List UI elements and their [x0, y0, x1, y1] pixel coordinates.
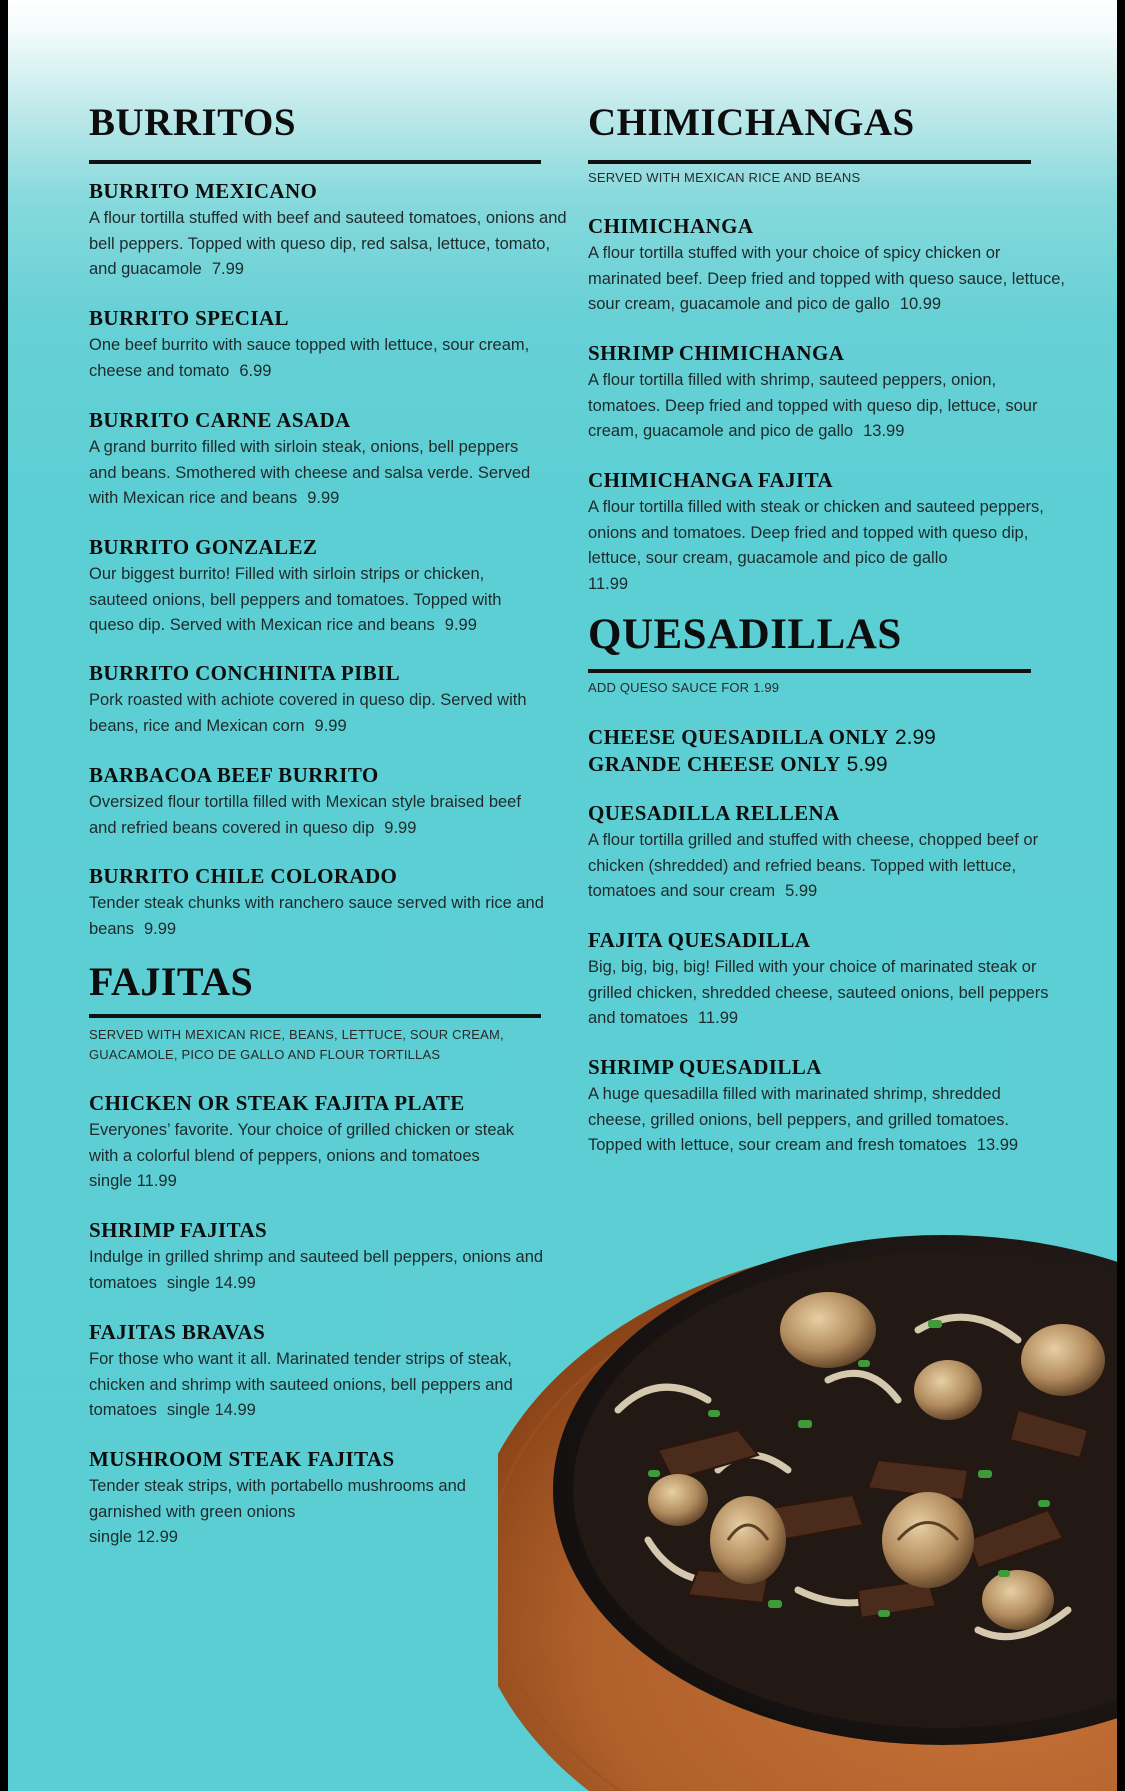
cheese-only-items	[588, 724, 1068, 778]
item-price: 9.99	[444, 616, 477, 634]
fajitas-note: SERVED WITH MEXICAN RICE, BEANS, LETTUCE, SOUR CREAM, GUACAMOLE, PICO DE GALLO AND FLOUR TORTILLAS	[89, 1027, 504, 1062]
fajitas-title: FAJITAS	[89, 959, 254, 1004]
fajitas-rule	[89, 1014, 541, 1018]
item-price: 7.99	[211, 260, 244, 278]
item-description: A flour tortilla stuffed with beef and sauteed tomatoes, onions and bell peppers. Topped with queso dip, red salsa, lettuce, tomato, and guacamole 7.99	[89, 209, 567, 278]
item-price: single 11.99	[89, 1172, 177, 1190]
menu-item	[89, 1446, 509, 1551]
menu-item	[588, 213, 1068, 318]
item-price: 11.99	[697, 1009, 739, 1027]
item-name: CHEESE QUESADILLA ONLY 2.99	[588, 725, 936, 749]
item-price: single 14.99	[166, 1401, 256, 1419]
item-name: SHRIMP CHIMICHANGA	[588, 341, 845, 365]
item-price: 9.99	[143, 919, 177, 938]
menu-item	[89, 178, 574, 283]
menu-item	[588, 467, 1058, 597]
quesadillas-note: ADD QUESO SAUCE FOR 1.99	[588, 680, 780, 695]
menu-item	[89, 863, 544, 942]
item-price: 9.99	[307, 489, 340, 507]
item-name: CHIMICHANGA	[588, 214, 754, 238]
item-price: 5.99	[785, 882, 818, 900]
item-name: BURRITO CONCHINITA PIBIL	[89, 661, 401, 685]
item-description: A flour tortilla grilled and stuffed with cheese, chopped beef or chicken (shredded) and refried beans. Topped with lettuce, tomatoes and sour cream 5.99	[588, 831, 1039, 900]
item-description: Pork roasted with achiote covered in queso dip. Served with beans, rice and Mexican corn 9.99	[89, 691, 527, 735]
item-description: A grand burrito filled with sirloin steak, onions, bell peppers and beans. Smothered with cheese and salsa verde. Served with Mexican rice and beans 9.99	[89, 438, 531, 507]
item-description: A huge quesadilla filled with marinated shrimp, shredded cheese, grilled onions, bell peppers, and grilled tomatoes. Topped with lettuce, sour cream and fresh tomatoes 13.99	[588, 1085, 1019, 1154]
item-price: 9.99	[384, 818, 417, 837]
quesadillas-rule	[588, 669, 1031, 673]
item-price: 11.99	[588, 574, 629, 593]
menu-item	[89, 1090, 544, 1195]
item-name: BURRITO SPECIAL	[89, 306, 289, 330]
item-name: BURRITO CARNE ASADA	[89, 408, 351, 432]
item-description: A flour tortilla stuffed with your choice of spicy chicken or marinated beef. Deep fried and topped with queso sauce, lettuce, sour cream, guacamole and pico de gallo 10.99	[588, 244, 1065, 313]
item-description: Indulge in grilled shrimp and sauteed bell peppers, onions and tomatoes single 14.99	[89, 1248, 544, 1292]
menu-page	[8, 0, 1117, 1791]
item-price: 10.99	[899, 295, 942, 313]
chimichangas-rule	[588, 160, 1031, 164]
item-name: SHRIMP QUESADILLA	[588, 1055, 822, 1079]
item-name: MUSHROOM STEAK FAJITAS	[89, 1447, 395, 1471]
item-name: CHIMICHANGA FAJITA	[588, 468, 834, 492]
menu-item	[89, 762, 549, 841]
item-description: For those who want it all. Marinated tender strips of steak, chicken and shrimp with sauteed onions, bell peppers and tomatoes single 14.99	[89, 1350, 513, 1419]
item-name: BURRITO MEXICANO	[89, 179, 318, 203]
fajita-skillet-photo	[498, 1210, 1117, 1791]
item-price: 9.99	[314, 716, 347, 735]
item-name: SHRIMP FAJITAS	[89, 1218, 268, 1242]
menu-item	[89, 1217, 549, 1296]
item-name: BURRITO CHILE COLORADO	[89, 864, 398, 888]
item-name: FAJITA QUESADILLA	[588, 928, 811, 952]
item-description: Our biggest burrito! Filled with sirloin strips or chicken, sauteed onions, bell peppers and tomatoes. Topped with queso dip. Served with Mexican rice and beans 9.99	[89, 565, 502, 634]
item-description: Everyones’ favorite. Your choice of grilled chicken or steak with a colorful blend of peppers, onions and tomatoes single 11.99	[89, 1118, 544, 1195]
item-name: BURRITO GONZALEZ	[89, 535, 318, 559]
quesadillas-title: QUESADILLAS	[588, 611, 902, 658]
item-description: Tender steak strips, with portabello mushrooms and garnished with green onions single 12.99	[89, 1474, 509, 1551]
item-description: One beef burrito with sauce topped with lettuce, sour cream, cheese and tomato 6.99	[89, 336, 530, 380]
item-description: Big, big, big, big! Filled with your choice of marinated steak or grilled chicken, shredded cheese, sauteed onions, bell peppers and tomatoes 11.99	[588, 958, 1049, 1027]
menu-item	[588, 800, 1058, 905]
item-price: single 12.99	[89, 1528, 178, 1546]
chimichangas-note: SERVED WITH MEXICAN RICE AND BEANS	[588, 170, 861, 185]
item-price: 5.99	[846, 753, 888, 776]
item-name: CHICKEN OR STEAK FAJITA PLATE	[89, 1091, 465, 1115]
item-description: A flour tortilla filled with steak or chicken and sauteed peppers, onions and tomatoes. Deep fried and topped with queso dip, lettuce, sour cream, guacamole and pico de gallo 11.99	[588, 495, 1058, 597]
menu-item	[89, 660, 554, 739]
menu-item	[588, 1054, 1058, 1159]
item-price: 2.99	[894, 726, 936, 749]
burritos-title: BURRITOS	[89, 101, 297, 144]
menu-item	[89, 534, 534, 639]
burritos-rule	[89, 160, 541, 164]
item-name: GRANDE CHEESE ONLY 5.99	[588, 752, 888, 776]
menu-item	[89, 1319, 549, 1424]
item-price: 6.99	[239, 361, 272, 380]
item-name: QUESADILLA RELLENA	[588, 801, 840, 825]
item-price: 13.99	[976, 1136, 1019, 1154]
menu-item	[89, 305, 559, 384]
item-price: single 14.99	[166, 1273, 256, 1292]
item-description: Tender steak chunks with ranchero sauce served with rice and beans 9.99	[89, 894, 544, 938]
menu-item	[588, 340, 1073, 445]
menu-item	[89, 407, 544, 512]
menu-item	[588, 927, 1073, 1032]
chimichangas-title: CHIMICHANGAS	[588, 101, 915, 144]
item-price: 13.99	[863, 422, 905, 440]
item-name: BARBACOA BEEF BURRITO	[89, 763, 379, 787]
item-description: A flour tortilla filled with shrimp, sauteed peppers, onion, tomatoes. Deep fried and topped with queso dip, lettuce, sour cream, guacamole and pico de gallo 13.99	[588, 371, 1038, 440]
item-name: FAJITAS BRAVAS	[89, 1320, 266, 1344]
item-description: Oversized flour tortilla filled with Mexican style braised beef and refried beans covered in queso dip 9.99	[89, 793, 521, 837]
